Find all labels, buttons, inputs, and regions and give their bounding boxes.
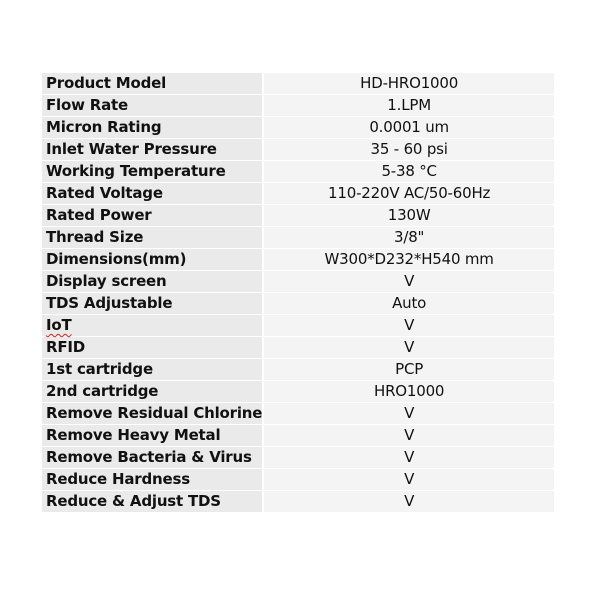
table-row — [42, 73, 554, 95]
row-label-flow-rate: Flow Rate — [42, 95, 262, 117]
row-value-remove-bacteria-virus: V — [262, 447, 554, 469]
row-label-rfid: RFID — [42, 337, 262, 359]
row-value-rated-voltage: 110-220V AC/50-60Hz — [262, 183, 554, 205]
row-label-thread-size: Thread Size — [42, 227, 262, 249]
row-label-remove-bacteria-virus: Remove Bacteria & Virus — [42, 447, 262, 469]
row-value-display-screen: V — [262, 271, 554, 293]
row-label-remove-heavy-metal: Remove Heavy Metal — [42, 425, 262, 447]
table-row — [42, 205, 554, 227]
table-row — [42, 249, 554, 271]
row-value-product-model: HD-HRO1000 — [262, 73, 554, 95]
table-row — [42, 271, 554, 293]
row-label-working-temperature: Working Temperature — [42, 161, 262, 183]
table-row — [42, 227, 554, 249]
table-row — [42, 117, 554, 139]
table-row — [42, 425, 554, 447]
row-label-product-model: Product Model — [42, 73, 262, 95]
row-value-tds-adjustable: Auto — [262, 293, 554, 315]
table-row — [42, 161, 554, 183]
spec-table — [42, 73, 554, 513]
row-label-2nd-cartridge: 2nd cartridge — [42, 381, 262, 403]
row-value-1st-cartridge: PCP — [262, 359, 554, 381]
row-label-dimensions: Dimensions(mm) — [42, 249, 262, 271]
row-value-remove-heavy-metal: V — [262, 425, 554, 447]
table-row — [42, 447, 554, 469]
row-value-inlet-water-pressure: 35 - 60 psi — [262, 139, 554, 161]
row-label-iot-cell — [42, 315, 262, 337]
table-row — [42, 95, 554, 117]
row-label-remove-residual-chlorine: Remove Residual Chlorine — [42, 403, 262, 425]
row-value-iot: V — [262, 315, 554, 337]
row-value-working-temperature: 5-38 °C — [262, 161, 554, 183]
row-label-1st-cartridge: 1st cartridge — [42, 359, 262, 381]
row-value-2nd-cartridge: HRO1000 — [262, 381, 554, 403]
row-value-remove-residual-chlorine: V — [262, 403, 554, 425]
table-row — [42, 359, 554, 381]
table-row — [42, 139, 554, 161]
table-row — [42, 183, 554, 205]
row-label-inlet-water-pressure: Inlet Water Pressure — [42, 139, 262, 161]
row-label-rated-power: Rated Power — [42, 205, 262, 227]
table-row — [42, 315, 554, 337]
table-row — [42, 381, 554, 403]
table-row — [42, 337, 554, 359]
row-label-micron-rating: Micron Rating — [42, 117, 262, 139]
row-value-dimensions: W300*D232*H540 mm — [262, 249, 554, 271]
table-row — [42, 403, 554, 425]
row-label-tds-adjustable: TDS Adjustable — [42, 293, 262, 315]
row-label-rated-voltage: Rated Voltage — [42, 183, 262, 205]
row-value-rfid: V — [262, 337, 554, 359]
table-row — [42, 469, 554, 491]
row-label-iot: IoT — [46, 316, 72, 334]
row-label-display-screen: Display screen — [42, 271, 262, 293]
row-value-micron-rating: 0.0001 um — [262, 117, 554, 139]
row-label-reduce-adjust-tds: Reduce & Adjust TDS — [42, 491, 262, 513]
table-row — [42, 491, 554, 513]
row-value-reduce-hardness: V — [262, 469, 554, 491]
row-value-reduce-adjust-tds: V — [262, 491, 554, 513]
row-value-rated-power: 130W — [262, 205, 554, 227]
row-value-thread-size: 3/8" — [262, 227, 554, 249]
row-value-flow-rate: 1.LPM — [262, 95, 554, 117]
row-label-reduce-hardness: Reduce Hardness — [42, 469, 262, 491]
table-row — [42, 293, 554, 315]
